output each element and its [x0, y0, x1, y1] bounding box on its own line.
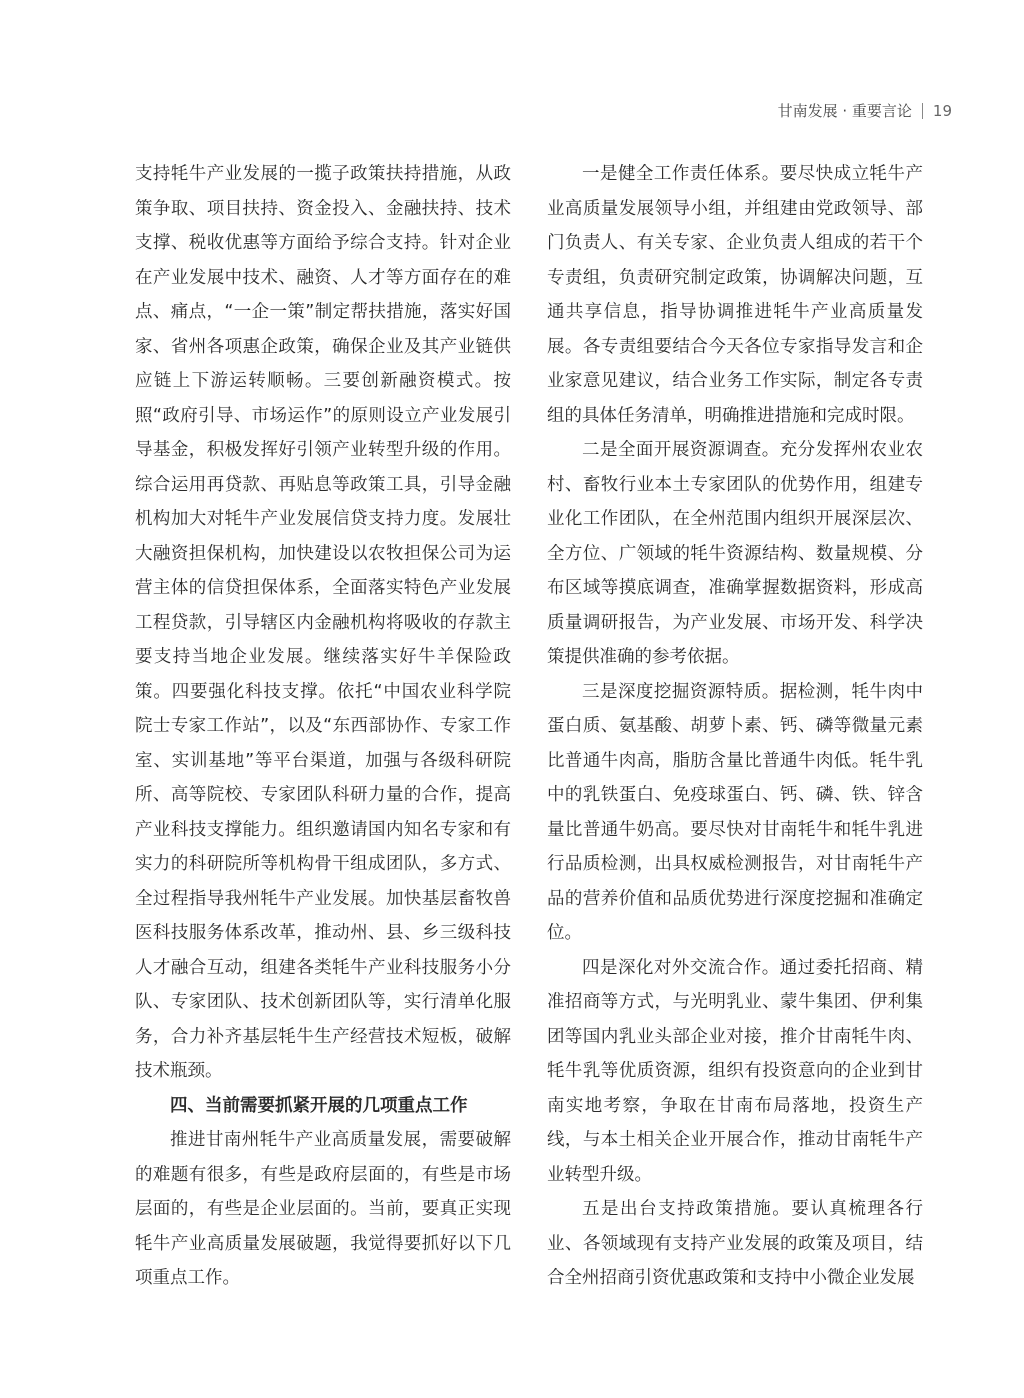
left-paragraph-2: 推进甘南州牦牛产业高质量发展，需要破解的难题有很多，有些是政府层面的，有些是市场层面的，有些是企业层面的。当前，要真正实现牦牛产业高质量发展破题，我觉得要抓好以下几项重点工作。	[135, 1130, 511, 1288]
header-divider	[922, 103, 923, 119]
section-heading: 四、当前需要抓紧开展的几项重点工作	[170, 1095, 468, 1116]
right-column	[547, 157, 923, 1296]
left-column	[135, 157, 511, 1296]
page-number: 19	[932, 101, 952, 120]
right-paragraph-5: 五是出台支持政策措施。要认真梳理各行业、各领域现有支持产业发展的政策及项目，结合全州招商引资优惠政策和支持中小微企业发展	[547, 1199, 923, 1288]
right-paragraph-3: 三是深度挖掘资源特质。据检测，牦牛肉中蛋白质、氨基酸、胡萝卜素、钙、磷等微量元素比普通牛肉高，脂肪含量比普通牛肉低。牦牛乳中的乳铁蛋白、免疫球蛋白、钙、磷、铁、锌含量比普通牛奶高。要尽快对甘南牦牛和牦牛乳进行品质检测，出具权威检测报告，对甘南牦牛产品的营养价值和品质优势进行深度挖掘和准确定位。	[547, 681, 923, 943]
right-paragraph-1: 一是健全工作责任体系。要尽快成立牦牛产业高质量发展领导小组，并组建由党政领导、部门负责人、有关专家、企业负责人组成的若干个专责组，负责研究制定政策，协调解决问题，互通共享信息，指导协调推进牦牛产业高质量发展。各专责组要结合今天各位专家指导发言和企业家意见建议，结合业务工作实际，制定各专责组的具体任务清单，明确推进措施和完成时限。	[547, 164, 923, 426]
section-title: 甘南发展 · 重要言论	[777, 102, 912, 120]
right-paragraph-2: 二是全面开展资源调查。充分发挥州农业农村、畜牧行业本土专家团队的优势作用，组建专业化工作团队，在全州范围内组织开展深层次、全方位、广领域的牦牛资源结构、数量规模、分布区域等摸底调查，准确掌握数据资料，形成高质量调研报告，为产业发展、市场开发、科学决策提供准确的参考依据。	[547, 440, 923, 667]
running-header	[778, 100, 952, 121]
right-paragraph-4: 四是深化对外交流合作。通过委托招商、精准招商等方式，与光明乳业、蒙牛集团、伊利集团等国内乳业头部企业对接，推介甘南牦牛肉、牦牛乳等优质资源，组织有投资意向的企业到甘南实地考察，争取在甘南布局落地，投资生产线，与本土相关企业开展合作，推动甘南牦牛产业转型升级。	[547, 957, 923, 1185]
left-paragraph-1: 支持牦牛产业发展的一揽子政策扶持措施，从政策争取、项目扶持、资金投入、金融扶持、技术支撑、税收优惠等方面给予综合支持。针对企业在产业发展中技术、融资、人才等方面存在的难点、痛点，“一企一策”制定帮扶措施，落实好国家、省州各项惠企政策，确保企业及其产业链供应链上下游运转顺畅。三要创新融资模式。按照“政府引导、市场运作”的原则设立产业发展引导基金，积极发挥好引领产业转型升级的作用。综合运用再贷款、再贴息等政策工具，引导金融机构加大对牦牛产业发展信贷支持力度。发展壮大融资担保机构，加快建设以农牧担保公司为运营主体的信贷担保体系，全面落实特色产业发展工程贷款，引导辖区内金融机构将吸收的存款主要支持当地企业发展。继续落实好牛羊保险政策。四要强化科技支撑。依托“中国农业科学院院士专家工作站”，以及“东西部协作、专家工作室、实训基地”等平台渠道，加强与各级科研院所、高等院校、专家团队科研力量的合作，提高产业科技支撑能力。组织邀请国内知名专家和有实力的科研院所等机构骨干组成团队，多方式、全过程指导我州牦牛产业发展。加快基层畜牧兽医科技服务体系改革，推动州、县、乡三级科技人才融合互动，组建各类牦牛产业科技服务小分队、专家团队、技术创新团队等，实行清单化服务，合力补齐基层牦牛生产经营技术短板，破解技术瓶颈。	[135, 164, 511, 1081]
